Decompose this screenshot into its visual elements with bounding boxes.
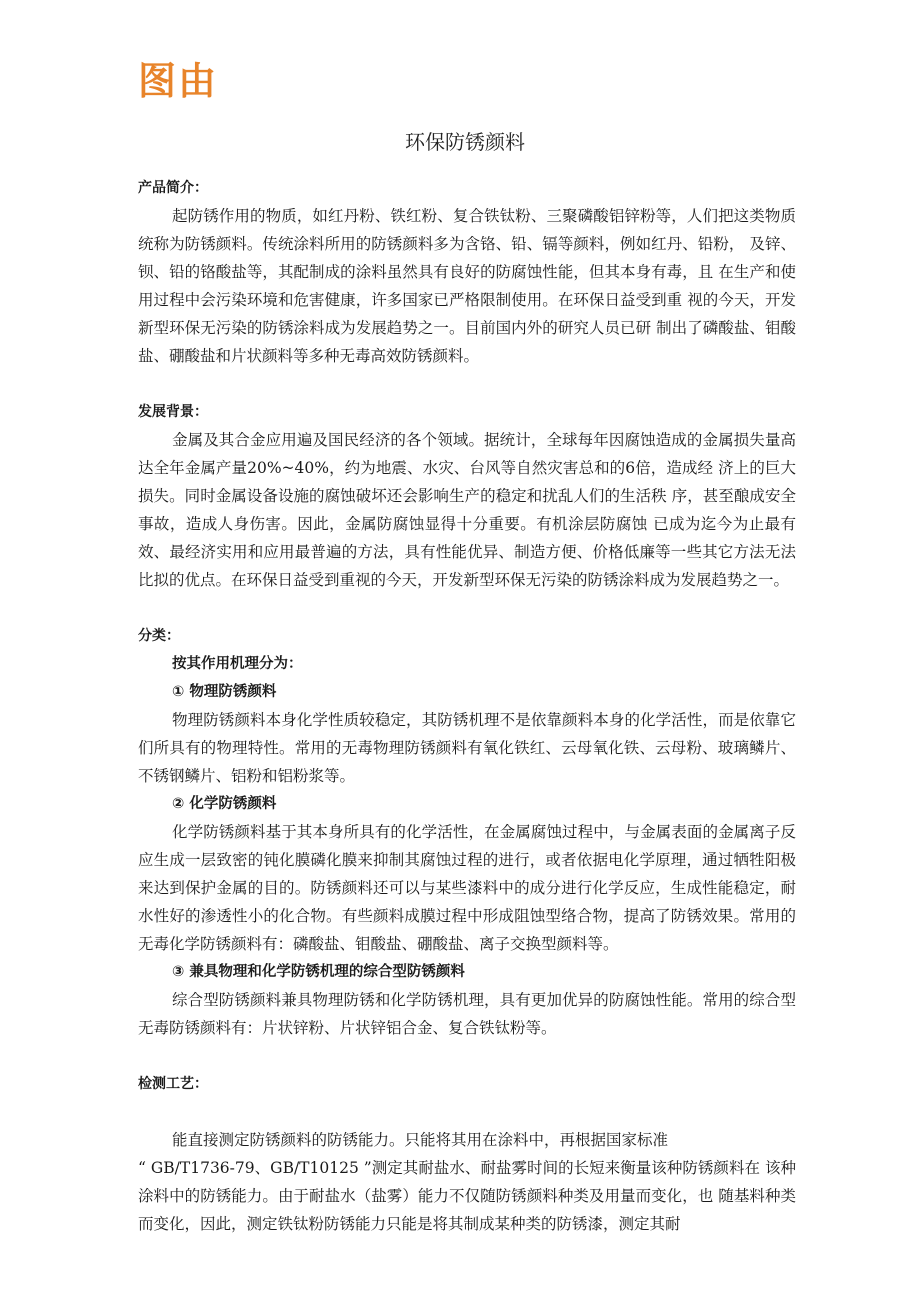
item-chemical-paragraph: 化学防锈颜料基于其本身所具有的化学活性，在金属腐蚀过程中，与金属表面的金属离子反应生成一层致密的钝化膜磷化膜来抑制其腐蚀过程的进行，或者依据电化学原理，通过牺牲阳极来达到保护金属的目的。防锈颜料还可以与某些漆料中的成分进行化学反应，生成性能稳定，耐水性好的渗透性小的化合物。有些颜料成膜过程中形成阻蚀型络合物，提高了防锈效果。常用的无毒化学防锈颜料有：磷酸盐、钼酸盐、硼酸盐、离子交换型颜料等。: [138, 823, 796, 953]
intro-heading: 产品简介：: [138, 180, 208, 196]
brand-logo: 图由: [138, 59, 219, 103]
background-paragraph: 金属及其合金应用遍及国民经济的各个领域。据统计，全球每年因腐蚀造成的金属损失量高达全年金属产量20%~40%，约为地震、水灾、台风等自然灾害总和的6倍，造成经 济上的巨大损失。同时金属设备设施的腐蚀破坏还会影响生产的稳定和扰乱人们的生活秩 序，甚至酿成安全事故，造成人身伤害。因此，金属防腐蚀显得十分重要。有机涂层防腐蚀 已成为迄今为止最有效、最经济实用和应用最普遍的方法，具有性能优异、制造方便、价格低廉等一些其它方法无法比拟的优点。在环保日益受到重视的今天，开发新型环保无污染的防锈涂料成为发展趋势之一。: [138, 431, 796, 589]
intro-paragraph: 起防锈作用的物质，如红丹粉、铁红粉、复合铁钛粉、三聚磷酸铝锌粉等，人们把这类物质统称为防锈颜料。传统涂料所用的防锈颜料多为含铬、铅、镉等颜料，例如红丹、铅粉， 及锌、钡、铅的铬酸盐等，其配制成的涂料虽然具有良好的防腐蚀性能，但其本身有毒，且 在生产和使用过程中会污染环境和危害健康，许多国家已严格限制使用。在环保日益受到重 视的今天，开发新型环保无污染的防锈涂料成为发展趋势之一。目前国内外的研究人员已研 制出了磷酸盐、钼酸盐、硼酸盐和片状颜料等多种无毒高效防锈颜料。: [138, 207, 796, 365]
classification-subheading: 按其作用机理分为：: [172, 656, 303, 672]
background-heading: 发展背景：: [138, 404, 208, 420]
item-physical-paragraph: 物理防锈颜料本身化学性质较稳定，其防锈机理不是依靠颜料本身的化学活性，而是依靠它们所具有的物理特性。常用的无毒物理防锈颜料有氧化铁红、云母氧化铁、云母粉、玻璃鳞片、不锈钢鳞片、铝粉和铝粉浆等。: [138, 711, 796, 785]
document-title: 环保防锈颜料: [405, 130, 525, 154]
testing-first-line: 能直接测定防锈颜料的防锈能力。只能将其用在涂料中，再根据国家标准: [172, 1131, 669, 1149]
item-physical-title: ① 物理防锈颜料: [172, 684, 277, 700]
item-chemical-title: ② 化学防锈颜料: [172, 796, 277, 812]
document-body: [138, 174, 796, 1238]
testing-paragraph: “ GB/T1736-79、GB/T10125 ”测定其耐盐水、耐盐雾时间的长短来衡量该种防锈颜料在 该种涂料中的防锈能力。由于耐盐水（盐雾）能力不仅随防锈颜料种类及用量而变化，也 随基料种类而变化，因此，测定铁钛粉防锈能力只能是将其制成某种类的防锈漆，测定其耐: [138, 1159, 796, 1233]
testing-heading: 检测工艺：: [138, 1076, 208, 1092]
item-composite-title: ③ 兼具物理和化学防锈机理的综合型防锈颜料: [172, 964, 465, 980]
classification-heading: 分类：: [138, 628, 180, 644]
item-composite-paragraph: 综合型防锈颜料兼具物理防锈和化学防锈机理，具有更加优异的防腐蚀性能。常用的综合型无毒防锈颜料有：片状锌粉、片状锌铝合金、复合铁钛粉等。: [138, 991, 796, 1037]
